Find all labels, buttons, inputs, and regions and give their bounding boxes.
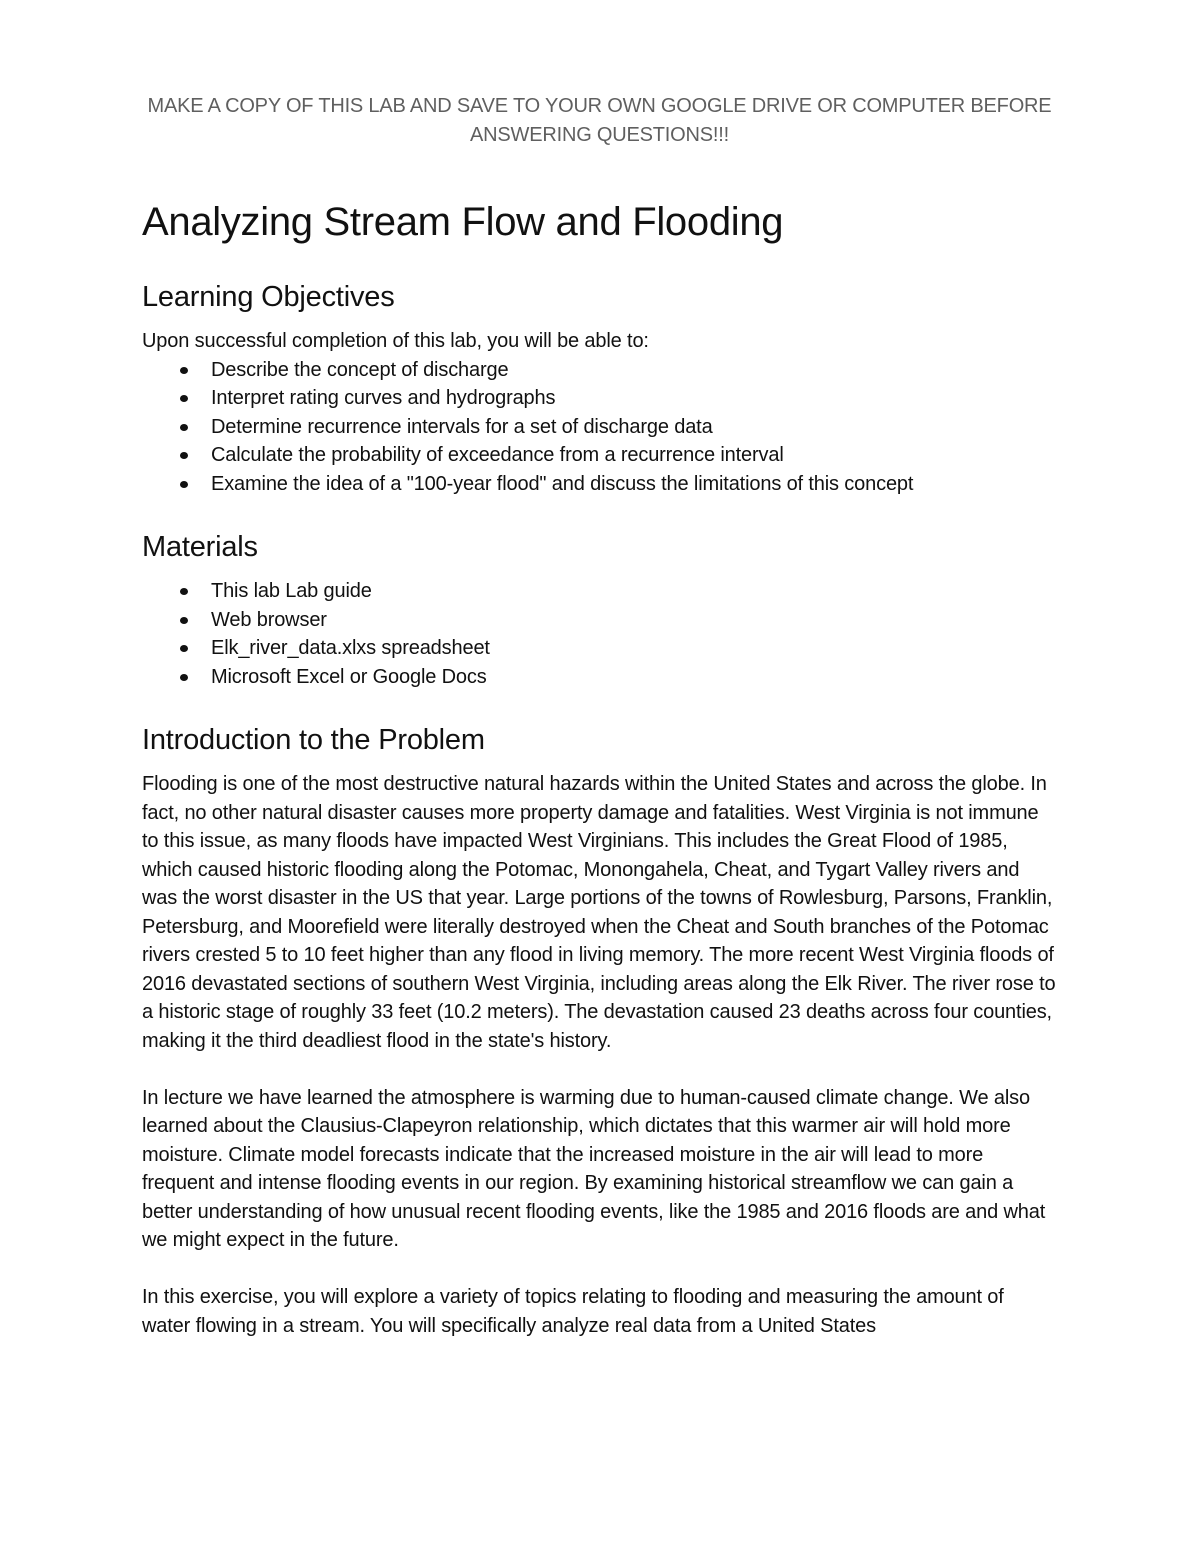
- list-item: [142, 663, 1057, 692]
- list-item: [142, 577, 1057, 606]
- copy-notice: MAKE A COPY OF THIS LAB AND SAVE TO YOUR OWN GOOGLE DRIVE OR COMPUTER BEFORE ANSWERING QUESTIONS!!!: [147, 95, 1052, 146]
- bullet-icon: [180, 481, 188, 488]
- bullet-icon: [180, 645, 188, 652]
- list-item-text: Describe the concept of discharge: [211, 358, 509, 381]
- bullet-icon: [180, 588, 188, 595]
- learning-objectives-list: [142, 356, 1057, 499]
- introduction-paragraph-1: Flooding is one of the most destructive natural hazards within the United States and across the globe. In fact, no other natural disaster causes more property damage and fatalities. West Virginia is not immune to this issue, as many floods have impacted West Virginians. This includes the Great Flood of 1985, which caused historic flooding along the Potomac, Monongahela, Cheat, and Tygart Valley rivers and was the worst disaster in the US that year. Large portions of the towns of Rowlesburg, Parsons, Franklin, Petersburg, and Moorefield were literally destroyed when the Cheat and South branches of the Potomac rivers crested 5 to 10 feet higher than any flood in living memory. The more recent West Virginia floods of 2016 devastated sections of southern West Virginia, including areas along the Elk River. The river rose to a historic stage of roughly 33 feet (10.2 meters). The devastation caused 23 deaths across four counties, making it the third deadliest flood in the state's history.: [142, 773, 1056, 1052]
- materials-list: [142, 577, 1057, 691]
- list-item-text: Interpret rating curves and hydrographs: [211, 387, 556, 409]
- list-item-text: Microsoft Excel or Google Docs: [211, 665, 487, 688]
- learning-objectives-heading: Learning Objectives: [142, 281, 395, 313]
- list-item-text: Elk_river_data.xlxs spreadsheet: [211, 637, 490, 659]
- learning-objectives-intro: Upon successful completion of this lab, you will be able to:: [142, 330, 649, 352]
- bullet-icon: [180, 424, 188, 431]
- bullet-icon: [180, 617, 188, 624]
- page-title: Analyzing Stream Flow and Flooding: [142, 200, 784, 244]
- bullet-icon: [180, 674, 188, 681]
- list-item: [142, 384, 1057, 413]
- list-item: [142, 606, 1057, 635]
- list-item-text: Determine recurrence intervals for a set of discharge data: [211, 415, 713, 438]
- list-item: [142, 634, 1057, 663]
- list-item-text: This lab Lab guide: [211, 580, 372, 602]
- introduction-heading: Introduction to the Problem: [142, 724, 485, 756]
- bullet-icon: [180, 452, 188, 459]
- list-item-text: Calculate the probability of exceedance from a recurrence interval: [211, 444, 784, 466]
- bullet-icon: [180, 367, 188, 374]
- materials-heading: Materials: [142, 531, 258, 563]
- introduction-paragraph-3: In this exercise, you will explore a variety of topics relating to flooding and measuring the amount of water flowing in a stream. You will specifically analyze real data from a United States: [142, 1286, 1004, 1337]
- list-item: [142, 441, 1057, 470]
- list-item-text: Web browser: [211, 608, 327, 631]
- introduction-paragraph-2: In lecture we have learned the atmosphere is warming due to human-caused climate change. We also learned about the Clausius-Clapeyron relationship, which dictates that this warmer air will hold more moisture. Climate model forecasts indicate that the increased moisture in the air will lead to more frequent and intense flooding events in our region. By examining historical streamflow we can gain a better understanding of how unusual recent flooding events, like the 1985 and 2016 floods are and what we might expect in the future.: [142, 1086, 1046, 1251]
- document-page: [142, 92, 1057, 1340]
- list-item-text: Examine the idea of a "100-year flood" and discuss the limitations of this concept: [211, 472, 914, 495]
- list-item: [142, 356, 1057, 385]
- bullet-icon: [180, 395, 188, 402]
- list-item: [142, 470, 1057, 499]
- list-item: [142, 413, 1057, 442]
